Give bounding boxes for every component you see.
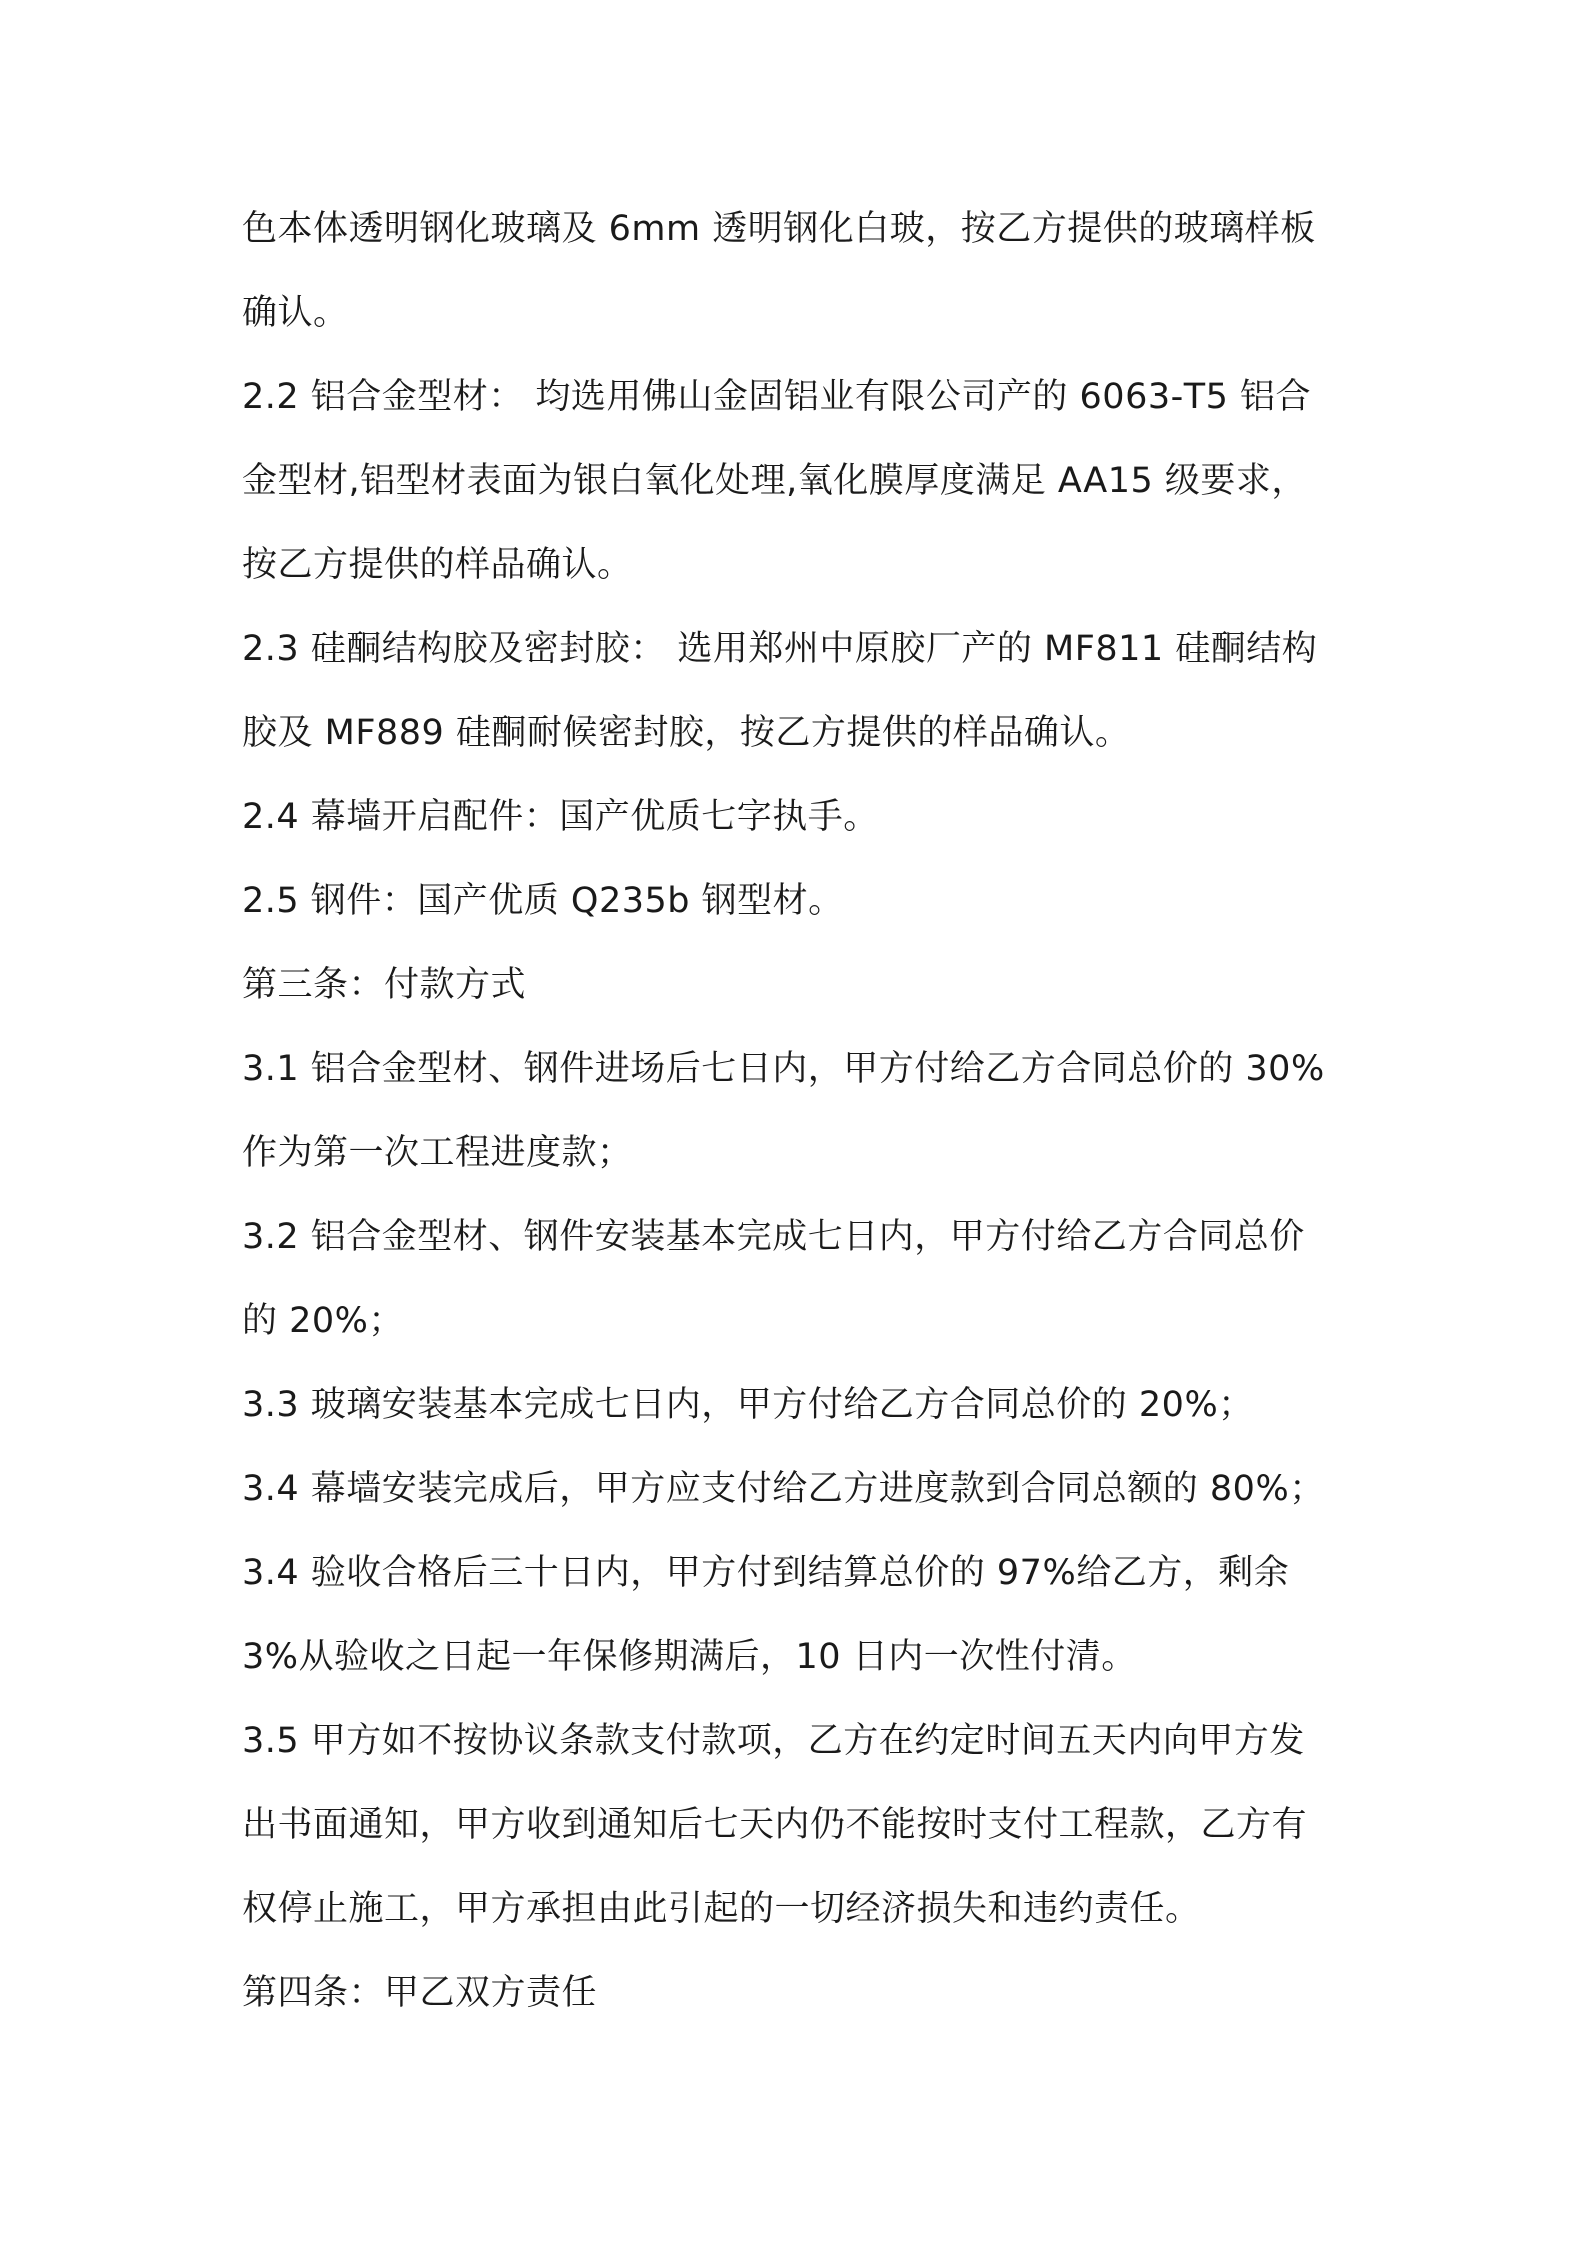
text-line: 3.3 玻璃安装基本完成七日内，甲方付给乙方合同总价的 20%； bbox=[242, 1385, 1254, 1425]
text-line: 确认。 bbox=[242, 293, 349, 333]
text-line: 胶及 MF889 硅酮耐候密封胶，按乙方提供的样品确认。 bbox=[242, 713, 1131, 753]
text-line: 权停止施工，甲方承担由此引起的一切经济损失和违约责任。 bbox=[242, 1889, 1201, 1929]
text-line: 3.2 铝合金型材、钢件安装基本完成七日内，甲方付给乙方合同总价 bbox=[242, 1217, 1305, 1257]
text-line: 3.1 铝合金型材、钢件进场后七日内，甲方付给乙方合同总价的 30% bbox=[242, 1049, 1325, 1089]
text-line: 2.4 幕墙开启配件：国产优质七字执手。 bbox=[242, 797, 879, 837]
text-line: 3.5 甲方如不按协议条款支付款项，乙方在约定时间五天内向甲方发 bbox=[242, 1721, 1305, 1761]
text-line: 2.3 硅酮结构胶及密封胶： 选用郑州中原胶厂产的 MF811 硅酮结构 bbox=[242, 629, 1318, 669]
text-line: 出书面通知，甲方收到通知后七天内仍不能按时支付工程款，乙方有 bbox=[242, 1805, 1308, 1845]
text-line: 的 20%； bbox=[242, 1301, 404, 1341]
text-line: 色本体透明钢化玻璃及 6mm 透明钢化白玻，按乙方提供的玻璃样板 bbox=[242, 209, 1316, 249]
text-line: 金型材,铝型材表面为银白氧化处理,氧化膜厚度满足 AA15 级要求， bbox=[242, 461, 1307, 501]
text-line: 3.4 幕墙安装完成后，甲方应支付给乙方进度款到合同总额的 80%； bbox=[242, 1469, 1325, 1509]
section-heading: 第四条：甲乙双方责任 bbox=[242, 1973, 598, 2013]
text-line: 按乙方提供的样品确认。 bbox=[242, 545, 633, 585]
text-line: 3.4 验收合格后三十日内，甲方付到结算总价的 97%给乙方，剩余 bbox=[242, 1553, 1290, 1593]
text-line: 2.5 钢件：国产优质 Q235b 钢型材。 bbox=[242, 881, 844, 921]
text-line: 作为第一次工程进度款； bbox=[242, 1133, 633, 1173]
text-line: 3%从验收之日起一年保修期满后，10 日内一次性付清。 bbox=[242, 1637, 1137, 1677]
section-heading: 第三条：付款方式 bbox=[242, 965, 527, 1005]
text-line: 2.2 铝合金型材： 均选用佛山金固铝业有限公司产的 6063-T5 铝合 bbox=[242, 377, 1312, 417]
